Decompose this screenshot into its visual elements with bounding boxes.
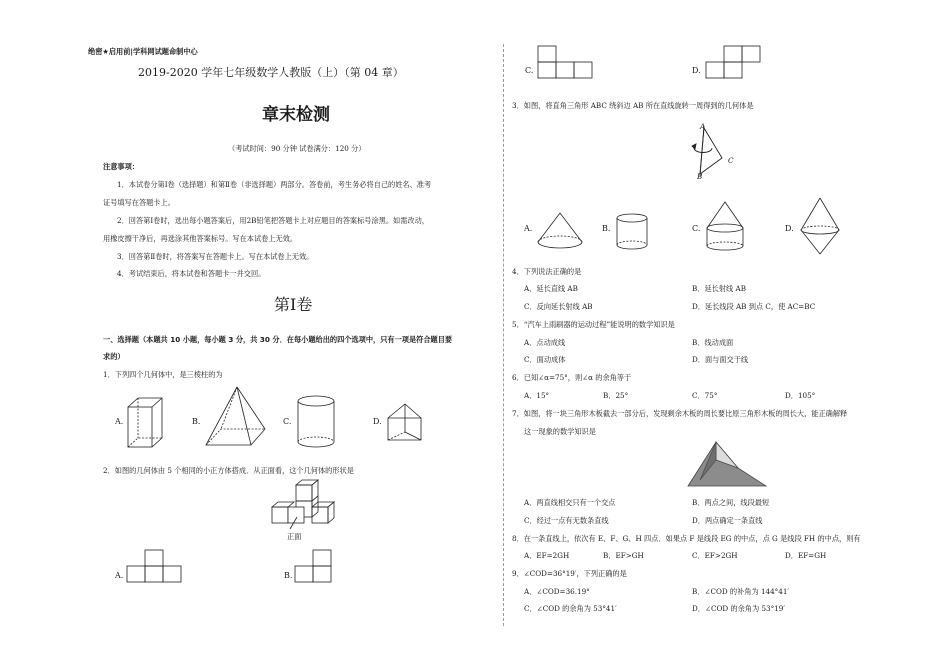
q3-point-b: B — [697, 172, 703, 181]
q5-option-a[interactable]: A．点动成线 — [524, 338, 566, 347]
q1-figure-triangular-prism — [385, 400, 429, 444]
q2-front-label: 正面 — [287, 532, 302, 541]
q3-option-c-label[interactable]: C. — [692, 224, 701, 233]
column-divider — [503, 44, 504, 626]
section-instructions: 一、选择题（本题共 10 小题，每小题 3 分，共 30 分．在每小题给出的四个选项中，只有一项是符合题目要 — [103, 335, 453, 344]
q2-stem: 2．如图的几何体由 5 个相同的小正方体搭成．从正面看，这个几何体的形状是 — [103, 466, 354, 475]
q5-option-b[interactable]: B．线动成面 — [692, 338, 734, 347]
paper-title: 章末检测 — [262, 105, 330, 125]
q2-option-c-label[interactable]: C. — [525, 66, 534, 75]
q4-option-d[interactable]: D．延长线段 AB 到点 C，使 AC=BC — [692, 302, 816, 311]
q7-stem: 7．如图，将一块三角形木板截去一部分后，发现剩余木板的周长要比原三角形木板的周长大，能正确解释 — [512, 409, 848, 418]
q6-option-c[interactable]: C．75° — [692, 391, 718, 400]
paper-subtitle: 2019-2020 学年七年级数学人教版（上）（第 04 章） — [138, 66, 404, 79]
q5-option-d[interactable]: D．面与面交于线 — [692, 355, 749, 364]
q3-figure-cone — [536, 210, 584, 256]
q6-option-b[interactable]: B．25° — [603, 391, 629, 400]
q1-option-a-label[interactable]: A. — [115, 417, 124, 426]
secret-mark: 绝密★启用前|学科网试题命制中心 — [88, 47, 198, 56]
q2-option-b-figure — [294, 548, 338, 584]
note-2a: 2．回答第Ⅰ卷时，选出每小题答案后，用2B铅笔把答题卡上对应题目的答案标号涂黑。如需改动， — [117, 216, 429, 225]
q4-option-a[interactable]: A．延长直线 AB — [524, 284, 578, 293]
q2-option-d-label[interactable]: D. — [692, 66, 701, 75]
q8-option-b[interactable]: B．EF>GH — [603, 551, 644, 560]
q1-option-c-label[interactable]: C. — [283, 417, 292, 426]
q9-option-b[interactable]: B．∠COD 的补角为 144°41′ — [692, 587, 790, 596]
notes-heading: 注意事项： — [103, 162, 139, 171]
q8-option-a[interactable]: A．EF=2GH — [524, 551, 570, 560]
exam-info: （考试时间：90 分钟 试卷满分：120 分） — [228, 144, 366, 153]
q7-triangle-board-figure — [686, 440, 770, 490]
note-2b: 用橡皮擦干净后，再选涂其他答案标号。写在本试卷上无效。 — [103, 234, 298, 243]
q7-option-d[interactable]: D．两点确定一条直线 — [692, 516, 763, 525]
q3-stem: 3．如图，将直角三角形 ABC 绕斜边 AB 所在直线旋转一周得到的几何体是 — [512, 101, 754, 110]
q4-stem: 4．下列说法正确的是 — [512, 267, 582, 276]
q9-option-a[interactable]: A．∠COD=36.19° — [524, 587, 590, 596]
section-instructions-cont: 求的） — [103, 352, 125, 361]
q7-stem-cont: 这一现象的数学知识是 — [524, 427, 596, 436]
q6-option-a[interactable]: A．15° — [524, 391, 550, 400]
q2-option-a-label[interactable]: A. — [115, 571, 124, 580]
q2-option-d-figure — [704, 44, 766, 80]
q1-option-d-label[interactable]: D. — [373, 417, 382, 426]
q3-figure-cone-cylinder — [704, 200, 750, 258]
q8-option-c[interactable]: C．EF>2GH — [692, 551, 738, 560]
q2-option-a-figure — [126, 548, 186, 584]
q3-point-c: C — [728, 156, 734, 165]
q1-figure-pyramid — [203, 385, 267, 449]
q4-option-b[interactable]: B．延长射线 AB — [692, 284, 746, 293]
q2-option-c-figure — [536, 44, 598, 80]
q7-option-b[interactable]: B．两点之间，线段最短 — [692, 498, 770, 507]
q8-option-d[interactable]: D．EF=GH — [785, 551, 827, 560]
q2-option-b-label[interactable]: B. — [284, 571, 293, 580]
q6-stem: 6．已知∠α=75°，则∠α 的余角等于 — [512, 373, 632, 382]
q7-option-a[interactable]: A．两直线相交只有一个交点 — [524, 498, 616, 507]
note-3: 3．回答第Ⅱ卷时，将答案写在答题卡上。写在本试卷上无效。 — [117, 252, 314, 261]
q3-option-d-label[interactable]: D. — [785, 224, 794, 233]
q3-figure-cylinder — [614, 212, 654, 256]
q9-option-c[interactable]: C．∠COD 的余角为 53°41′ — [524, 604, 617, 613]
q5-option-c[interactable]: C．面动成体 — [524, 355, 566, 364]
q5-stem: 5．“汽车上雨刷器的运动过程”能说明的数学知识是 — [512, 320, 675, 329]
q6-option-d[interactable]: D．105° — [785, 391, 816, 400]
q9-stem: 9．∠COD=36°19′，下列正确的是 — [512, 569, 627, 578]
q4-option-c[interactable]: C．反向延长射线 AB — [524, 302, 593, 311]
q3-option-b-label[interactable]: B. — [602, 224, 611, 233]
note-1a: 1．本试卷分第Ⅰ卷（选择题）和第Ⅱ卷（非选择题）两部分。答卷前，考生务必将自己的姓名、准考 — [117, 180, 432, 189]
q1-figure-cuboid — [125, 395, 165, 451]
q8-stem: 8．在一条直线上，依次有 E、F、G、H 四点．如果点 F 是线段 EG 的中点，点 G 是线段 FH 的中点，则有 — [512, 534, 861, 543]
q9-option-d[interactable]: D．∠COD 的余角为 53°19′ — [692, 604, 785, 613]
q7-option-c[interactable]: C．经过一点有无数条直线 — [524, 516, 609, 525]
note-4: 4．考试结束后，将本试卷和答题卡一并交回。 — [117, 269, 266, 278]
q1-option-b-label[interactable]: B. — [192, 417, 201, 426]
q3-point-a: A — [700, 122, 706, 131]
section-title: 第Ⅰ卷 — [274, 295, 313, 314]
q1-figure-cylinder — [294, 394, 338, 450]
q3-figure-double-cone — [798, 196, 844, 258]
note-1b: 证号填写在答题卡上。 — [103, 198, 175, 207]
q2-solid-figure — [268, 483, 340, 539]
q1-stem: 1．下列四个几何体中，是三棱柱的为 — [103, 370, 223, 379]
q3-option-a-label[interactable]: A. — [524, 224, 533, 233]
